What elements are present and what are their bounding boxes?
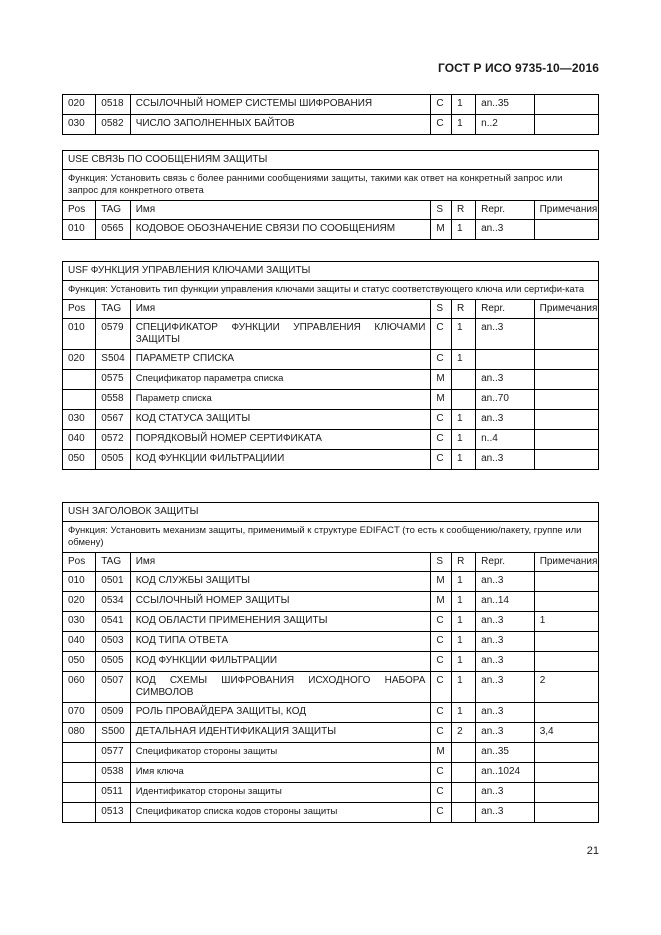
status-cell: C — [431, 703, 452, 723]
status-cell: M — [431, 390, 452, 410]
column-header-repr: Repr. — [476, 553, 535, 572]
column-header-s: S — [431, 201, 452, 220]
tag-cell: 0509 — [96, 703, 130, 723]
segment-title: USF ФУНКЦИЯ УПРАВЛЕНИЯ КЛЮЧАМИ ЗАЩИТЫ — [63, 262, 599, 281]
repr-cell: an..35 — [476, 95, 535, 115]
note-cell — [534, 115, 598, 135]
status-cell: C — [431, 410, 452, 430]
status-cell: C — [431, 672, 452, 703]
status-cell: M — [431, 370, 452, 390]
column-header-row — [63, 300, 599, 319]
column-header-tag: TAG — [96, 553, 130, 572]
repr-cell: an..3 — [476, 632, 535, 652]
note-cell — [534, 632, 598, 652]
column-header-note: Примечания — [534, 553, 598, 572]
pos-cell — [63, 370, 96, 390]
pos-cell — [63, 390, 96, 410]
pos-cell — [63, 763, 96, 783]
tag-cell: 0505 — [96, 450, 130, 470]
pos-cell: 030 — [63, 115, 96, 135]
status-cell: M — [431, 220, 452, 240]
name-cell: ПОРЯДКОВЫЙ НОМЕР СЕРТИФИКАТА — [130, 430, 431, 450]
tag-cell: 0579 — [96, 319, 130, 350]
column-header-s: S — [431, 300, 452, 319]
table-row — [63, 592, 599, 612]
repr-cell: an..3 — [476, 783, 535, 803]
repeat-cell — [452, 370, 476, 390]
repr-cell: n..2 — [476, 115, 535, 135]
name-cell: КОД СТАТУСА ЗАЩИТЫ — [130, 410, 431, 430]
column-header-r: R — [452, 300, 476, 319]
repr-cell: an..3 — [476, 572, 535, 592]
segment-title-row — [63, 151, 599, 170]
name-cell: КОД ФУНКЦИИ ФИЛЬТРАЦИИ — [130, 652, 431, 672]
status-cell: M — [431, 592, 452, 612]
status-cell: M — [431, 743, 452, 763]
note-cell: 2 — [534, 672, 598, 703]
repr-cell: an..3 — [476, 220, 535, 240]
note-cell — [534, 652, 598, 672]
tag-cell: S500 — [96, 723, 130, 743]
segment-title: USE СВЯЗЬ ПО СООБЩЕНИЯМ ЗАЩИТЫ — [63, 151, 599, 170]
pos-cell: 080 — [63, 723, 96, 743]
segment-function-row — [63, 281, 599, 300]
note-cell — [534, 390, 598, 410]
column-header-name: Имя — [130, 553, 431, 572]
note-cell — [534, 319, 598, 350]
tag-cell: S504 — [96, 350, 130, 370]
note-cell — [534, 763, 598, 783]
note-cell — [534, 95, 598, 115]
table-row — [63, 572, 599, 592]
name-cell: КОД ФУНКЦИИ ФИЛЬТРАЦИИИ — [130, 450, 431, 470]
repeat-cell: 2 — [452, 723, 476, 743]
repeat-cell: 1 — [452, 592, 476, 612]
table-row — [63, 220, 599, 240]
tag-cell: 0507 — [96, 672, 130, 703]
tag-cell: 0538 — [96, 763, 130, 783]
column-header-r: R — [452, 553, 476, 572]
table-row — [63, 350, 599, 370]
document-standard-code: ГОСТ Р ИСО 9735-10—2016 — [437, 61, 599, 75]
tag-cell: 0503 — [96, 632, 130, 652]
segment-function-row — [63, 522, 599, 553]
repeat-cell — [452, 783, 476, 803]
repeat-cell: 1 — [452, 220, 476, 240]
repr-cell: an..3 — [476, 450, 535, 470]
column-header-pos: Pos — [63, 300, 96, 319]
tag-cell: 0575 — [96, 370, 130, 390]
repr-cell — [476, 350, 535, 370]
name-cell: КОДОВОЕ ОБОЗНАЧЕНИЕ СВЯЗИ ПО СООБЩЕНИЯМ — [130, 220, 431, 240]
continuation-table — [62, 94, 599, 135]
status-cell: C — [431, 450, 452, 470]
pos-cell: 070 — [63, 703, 96, 723]
repeat-cell: 1 — [452, 319, 476, 350]
name-cell: Идентификатор стороны защиты — [130, 783, 431, 803]
pos-cell: 010 — [63, 319, 96, 350]
repr-cell: an..3 — [476, 612, 535, 632]
name-cell: Спецификатор стороны защиты — [130, 743, 431, 763]
name-cell: КОД ОБЛАСТИ ПРИМЕНЕНИЯ ЗАЩИТЫ — [130, 612, 431, 632]
note-cell: 1 — [534, 612, 598, 632]
table-row — [63, 723, 599, 743]
status-cell: C — [431, 95, 452, 115]
tag-cell: 0534 — [96, 592, 130, 612]
repr-cell: n..4 — [476, 430, 535, 450]
name-cell: ССЫЛОЧНЫЙ НОМЕР СИСТЕМЫ ШИФРОВАНИЯ — [130, 95, 431, 115]
table-row — [63, 783, 599, 803]
status-cell: C — [431, 783, 452, 803]
pos-cell: 010 — [63, 572, 96, 592]
column-header-repr: Repr. — [476, 300, 535, 319]
segment-title-row — [63, 262, 599, 281]
table-row — [63, 672, 599, 703]
table-row — [63, 430, 599, 450]
segment-table-use — [62, 150, 599, 240]
column-header-row — [63, 553, 599, 572]
name-cell: Параметр списка — [130, 390, 431, 410]
column-header-name: Имя — [130, 201, 431, 220]
note-cell — [534, 350, 598, 370]
repeat-cell: 1 — [452, 612, 476, 632]
table-row — [63, 652, 599, 672]
status-cell: M — [431, 572, 452, 592]
column-header-tag: TAG — [96, 201, 130, 220]
name-cell: КОД ТИПА ОТВЕТА — [130, 632, 431, 652]
column-header-repr: Repr. — [476, 201, 535, 220]
repeat-cell: 1 — [452, 703, 476, 723]
status-cell: C — [431, 652, 452, 672]
name-cell: КОД СЛУЖБЫ ЗАЩИТЫ — [130, 572, 431, 592]
repeat-cell: 1 — [452, 450, 476, 470]
name-cell: ПАРАМЕТР СПИСКА — [130, 350, 431, 370]
note-cell — [534, 450, 598, 470]
repeat-cell — [452, 390, 476, 410]
name-cell: ССЫЛОЧНЫЙ НОМЕР ЗАЩИТЫ — [130, 592, 431, 612]
column-header-pos: Pos — [63, 553, 96, 572]
pos-cell — [63, 803, 96, 823]
note-cell — [534, 220, 598, 240]
repr-cell: an..14 — [476, 592, 535, 612]
name-cell: ЧИСЛО ЗАПОЛНЕННЫХ БАЙТОВ — [130, 115, 431, 135]
note-cell — [534, 430, 598, 450]
pos-cell: 040 — [63, 430, 96, 450]
table-row — [63, 319, 599, 350]
tag-cell: 0565 — [96, 220, 130, 240]
repr-cell: an..70 — [476, 390, 535, 410]
repeat-cell — [452, 763, 476, 783]
note-cell — [534, 703, 598, 723]
table-row — [63, 803, 599, 823]
pos-cell: 020 — [63, 95, 96, 115]
repeat-cell: 1 — [452, 115, 476, 135]
tag-cell: 0511 — [96, 783, 130, 803]
name-cell: Спецификатор списка кодов стороны защиты — [130, 803, 431, 823]
pos-cell: 050 — [63, 450, 96, 470]
tag-cell: 0505 — [96, 652, 130, 672]
segment-table-ush — [62, 502, 599, 823]
column-header-note: Примечания — [534, 300, 598, 319]
table-row — [63, 370, 599, 390]
note-cell — [534, 370, 598, 390]
repeat-cell: 1 — [452, 632, 476, 652]
pos-cell — [63, 743, 96, 763]
status-cell: C — [431, 350, 452, 370]
repr-cell: an..3 — [476, 803, 535, 823]
repeat-cell: 1 — [452, 410, 476, 430]
status-cell: C — [431, 723, 452, 743]
pos-cell: 020 — [63, 592, 96, 612]
status-cell: C — [431, 632, 452, 652]
repeat-cell: 1 — [452, 430, 476, 450]
table-row — [63, 763, 599, 783]
table-row — [63, 390, 599, 410]
repr-cell: an..3 — [476, 319, 535, 350]
segment-function: Функция: Установить связь с более ранними сообщениями защиты, такими как ответ на конкретный запрос или запрос для конкретного ответа — [63, 170, 599, 201]
note-cell — [534, 803, 598, 823]
name-cell: РОЛЬ ПРОВАЙДЕРА ЗАЩИТЫ, КОД — [130, 703, 431, 723]
note-cell — [534, 743, 598, 763]
status-cell: C — [431, 115, 452, 135]
note-cell — [534, 783, 598, 803]
status-cell: C — [431, 612, 452, 632]
tag-cell: 0577 — [96, 743, 130, 763]
tag-cell: 0541 — [96, 612, 130, 632]
table-row — [63, 115, 599, 135]
name-cell: Спецификатор параметра списка — [130, 370, 431, 390]
repeat-cell: 1 — [452, 672, 476, 703]
table-row — [63, 612, 599, 632]
name-cell: КОД СХЕМЫ ШИФРОВАНИЯ ИСХОДНОГО НАБОРА СИМВОЛОВ — [130, 672, 431, 703]
segment-title: USH ЗАГОЛОВОК ЗАЩИТЫ — [63, 503, 599, 522]
column-header-note: Примечания — [534, 201, 598, 220]
pos-cell: 030 — [63, 410, 96, 430]
tag-cell: 0572 — [96, 430, 130, 450]
status-cell: C — [431, 430, 452, 450]
repr-cell: an..3 — [476, 652, 535, 672]
table-row — [63, 632, 599, 652]
pos-cell: 050 — [63, 652, 96, 672]
note-cell — [534, 410, 598, 430]
segment-table-usf — [62, 261, 599, 470]
repeat-cell: 1 — [452, 350, 476, 370]
name-cell: Имя ключа — [130, 763, 431, 783]
table-row — [63, 410, 599, 430]
repeat-cell — [452, 803, 476, 823]
status-cell: C — [431, 763, 452, 783]
status-cell: C — [431, 319, 452, 350]
column-header-r: R — [452, 201, 476, 220]
note-cell: 3,4 — [534, 723, 598, 743]
status-cell: C — [431, 803, 452, 823]
segment-function-row — [63, 170, 599, 201]
tag-cell: 0518 — [96, 95, 130, 115]
page-number: 21 — [586, 845, 599, 857]
repeat-cell: 1 — [452, 95, 476, 115]
pos-cell: 040 — [63, 632, 96, 652]
repr-cell: an..35 — [476, 743, 535, 763]
repr-cell: an..3 — [476, 703, 535, 723]
repr-cell: an..3 — [476, 672, 535, 703]
table-row — [63, 703, 599, 723]
pos-cell — [63, 783, 96, 803]
column-header-name: Имя — [130, 300, 431, 319]
pos-cell: 020 — [63, 350, 96, 370]
pos-cell: 060 — [63, 672, 96, 703]
column-header-s: S — [431, 553, 452, 572]
column-header-pos: Pos — [63, 201, 96, 220]
tag-cell: 0567 — [96, 410, 130, 430]
segment-title-row — [63, 503, 599, 522]
tag-cell: 0501 — [96, 572, 130, 592]
name-cell: ДЕТАЛЬНАЯ ИДЕНТИФИКАЦИЯ ЗАЩИТЫ — [130, 723, 431, 743]
repeat-cell: 1 — [452, 572, 476, 592]
tag-cell: 0513 — [96, 803, 130, 823]
repeat-cell: 1 — [452, 652, 476, 672]
name-cell: СПЕЦИФИКАТОР ФУНКЦИИ УПРАВЛЕНИЯ КЛЮЧАМИ ЗАЩИТЫ — [130, 319, 431, 350]
segment-function: Функция: Установить тип функции управления ключами защиты и статус соответствующего ключа или сертифи-ката — [63, 281, 599, 300]
column-header-tag: TAG — [96, 300, 130, 319]
segment-function: Функция: Установить механизм защиты, применимый к структуре EDIFACT (то есть к сообщению/пакету, группе или обмену) — [63, 522, 599, 553]
repr-cell: an..3 — [476, 723, 535, 743]
tag-cell: 0558 — [96, 390, 130, 410]
pos-cell: 030 — [63, 612, 96, 632]
pos-cell: 010 — [63, 220, 96, 240]
repeat-cell — [452, 743, 476, 763]
table-row — [63, 743, 599, 763]
note-cell — [534, 592, 598, 612]
repr-cell: an..1024 — [476, 763, 535, 783]
note-cell — [534, 572, 598, 592]
tag-cell: 0582 — [96, 115, 130, 135]
table-row — [63, 95, 599, 115]
repr-cell: an..3 — [476, 370, 535, 390]
table-row — [63, 450, 599, 470]
repr-cell: an..3 — [476, 410, 535, 430]
column-header-row — [63, 201, 599, 220]
